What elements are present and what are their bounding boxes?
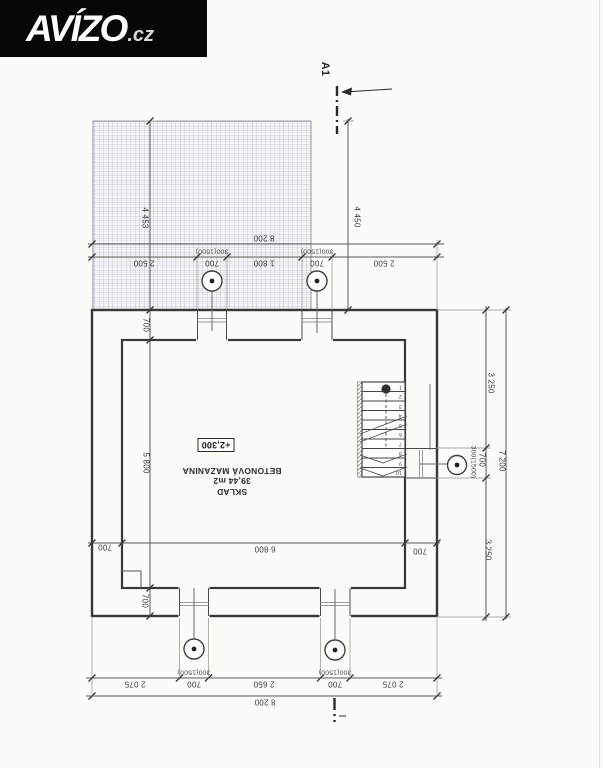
stair-step-number: 10 xyxy=(396,469,402,476)
stair-row xyxy=(362,449,404,459)
stair-step-number: 7 xyxy=(399,440,402,447)
dim-top-chain-4: 2 500 xyxy=(373,258,395,268)
dim-roof-left: 4 453 xyxy=(140,207,150,229)
avizo-logo xyxy=(0,0,207,57)
dim-wall-bottom: 700 xyxy=(140,594,150,608)
room-level-box xyxy=(198,440,235,450)
stair-row xyxy=(362,430,404,440)
dim-right-chain-1: 700 xyxy=(477,453,487,467)
dim-right-chain-2: 3 250 xyxy=(483,539,493,561)
stair-row xyxy=(362,468,404,478)
dim-bottom-total: 8 200 xyxy=(254,697,276,707)
stair-step-number: 4 xyxy=(399,412,402,419)
stair-row xyxy=(362,411,404,421)
dim-bottom-annot-1: 300(1500) xyxy=(318,668,352,676)
stair-step-number: 8 xyxy=(399,450,402,457)
stair-step-numbers xyxy=(362,382,404,477)
stair-row xyxy=(362,458,404,468)
section-view-arrowhead xyxy=(341,88,352,96)
room-area: 39,44 m2 xyxy=(213,476,251,487)
stair-step-number: 2 xyxy=(399,393,402,400)
dim-top-chain-2: 1 800 xyxy=(253,258,275,268)
dim-interior-height: 5 800 xyxy=(141,452,151,474)
dim-right-annot: 300(1500) xyxy=(469,445,477,479)
dim-bottom-chain-4: 2 075 xyxy=(382,679,404,689)
dim-top-chain-0: 2 500 xyxy=(133,258,155,268)
dim-bottom-chain-0: 2 075 xyxy=(124,679,146,689)
dim-interior-chain-2: 700 xyxy=(413,546,427,556)
stair-step-number: 9 xyxy=(399,459,402,466)
dim-wall-top: 700 xyxy=(141,318,151,332)
dim-top-total: 8 200 xyxy=(253,233,275,243)
dim-bottom-chain-1: 700 xyxy=(187,679,201,689)
dim-bottom-annot-0: 300(1500) xyxy=(177,668,211,676)
dim-top-chain-3: 700 xyxy=(310,258,324,268)
room-level-value: +2,300 xyxy=(198,438,235,452)
stair-step-number: 1 xyxy=(399,383,402,390)
dim-interior-chain-1: 6 800 xyxy=(254,544,276,554)
stair-row xyxy=(362,382,404,392)
dim-bottom-chain-2: 2 650 xyxy=(253,679,275,689)
corner-pier xyxy=(122,571,141,588)
dim-top-annot-1: 300(1500) xyxy=(300,247,334,255)
room-name: SKLAD xyxy=(216,486,248,497)
logo-tld-text: .cz xyxy=(127,24,155,46)
stair-row xyxy=(362,401,404,411)
section-label: A1 xyxy=(319,61,331,77)
dim-right-total: 7 200 xyxy=(497,450,507,472)
room-annotation xyxy=(182,465,281,497)
stair-row xyxy=(362,420,404,430)
stair-step-number: 6 xyxy=(399,431,402,438)
stair-row xyxy=(362,392,404,402)
dim-top-chain-1: 700 xyxy=(205,258,219,268)
stair-step-number: 3 xyxy=(399,402,402,409)
dim-interior-chain-0: 700 xyxy=(98,542,112,552)
dim-right-chain-0: 3 250 xyxy=(486,372,496,394)
stair-step-number: 5 xyxy=(399,421,402,428)
logo-brand-text: AVÍZO xyxy=(26,8,127,49)
room-floor-material: BETONOVÁ MAZANINA xyxy=(182,465,282,476)
dim-roof-right: 4 450 xyxy=(352,206,362,228)
dim-top-annot-0: 300(1500) xyxy=(195,247,229,255)
dim-bottom-chain-3: 700 xyxy=(328,679,342,689)
stair-row xyxy=(362,439,404,449)
